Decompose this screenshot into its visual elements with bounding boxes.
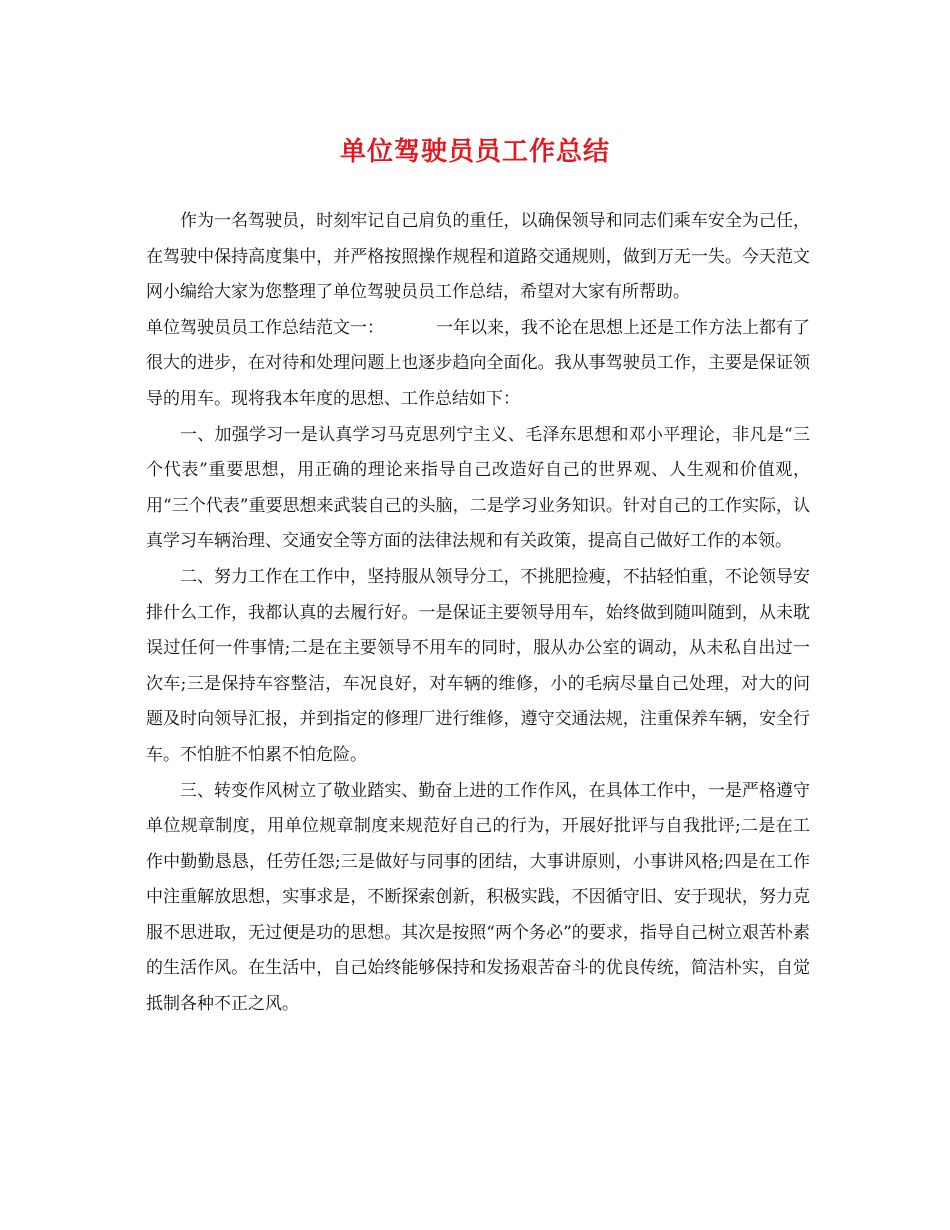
section-2-paragraph: 二、努力工作在工作中，坚持服从领导分工，不挑肥捡瘦，不拈轻怕重，不论领导安排什么工作，我都认真的去履行好。一是保证主要领导用车，始终做到随叫随到，从未耽误过任何一件事情;二是在主要领导不用车的同时，服从办公室的调动，从未私自出过一次车;三是保持车容整洁，车况良好，对车辆的维修，小的毛病尽量自己处理，对大的问题及时向领导汇报，并到指定的修理厂进行维修，遵守交通法规，注重保养车辆，安全行车。不怕脏不怕累不怕危险。 [146,566,810,765]
document-body [146,204,810,1023]
sample-intro: 一年以来，我不论在思想上还是工作方法上都有了很大的进步，在对待和处理问题上也逐步趋向全面化。我从事驾驶员工作，主要是保证领导的用车。现将我本年度的思想、工作总结如下： [146,317,810,409]
sample-paragraph [146,311,810,418]
section-1-paragraph: 一、加强学习一是认真学习马克思列宁主义、毛泽东思想和邓小平理论，非凡是“三个代表”重要思想，用正确的理论来指导自己改造好自己的世界观、人生观和价值观，用“三个代表”重要思想来武装自己的头脑，二是学习业务知识。针对自己的工作实际，认真学习车辆治理、交通安全等方面的法律法规和有关政策，提高自己做好工作的本领。 [146,424,810,552]
sample-label: 单位驾驶员员工作总结范文一： [146,317,384,338]
intro-paragraph: 作为一名驾驶员，时刻牢记自己肩负的重任，以确保领导和同志们乘车安全为己任，在驾驶中保持高度集中，并严格按照操作规程和道路交通规则，做到万无一失。今天范文网小编给大家为您整理了单位驾驶员员工作总结，希望对大家有所帮助。 [146,211,810,303]
document-title: 单位驾驶员员工作总结 [339,137,610,167]
section-3-paragraph: 三、转变作风树立了敬业踏实、勤奋上进的工作作风，在具体工作中，一是严格遵守单位规章制度，用单位规章制度来规范好自己的行为，开展好批评与自我批评;二是在工作中勤勤恳恳，任劳任怨;三是做好与同事的团结，大事讲原则，小事讲风格;四是在工作中注重解放思想，实事求是，不断探索创新，积极实践，不因循守旧、安于现状，努力克服不思进取，无过便是功的思想。其次是按照“两个务必”的要求，指导自己树立艰苦朴素的生活作风。在生活中，自己始终能够保持和发扬艰苦奋斗的优良传统，简洁朴实，自觉抵制各种不正之风。 [146,780,810,1015]
